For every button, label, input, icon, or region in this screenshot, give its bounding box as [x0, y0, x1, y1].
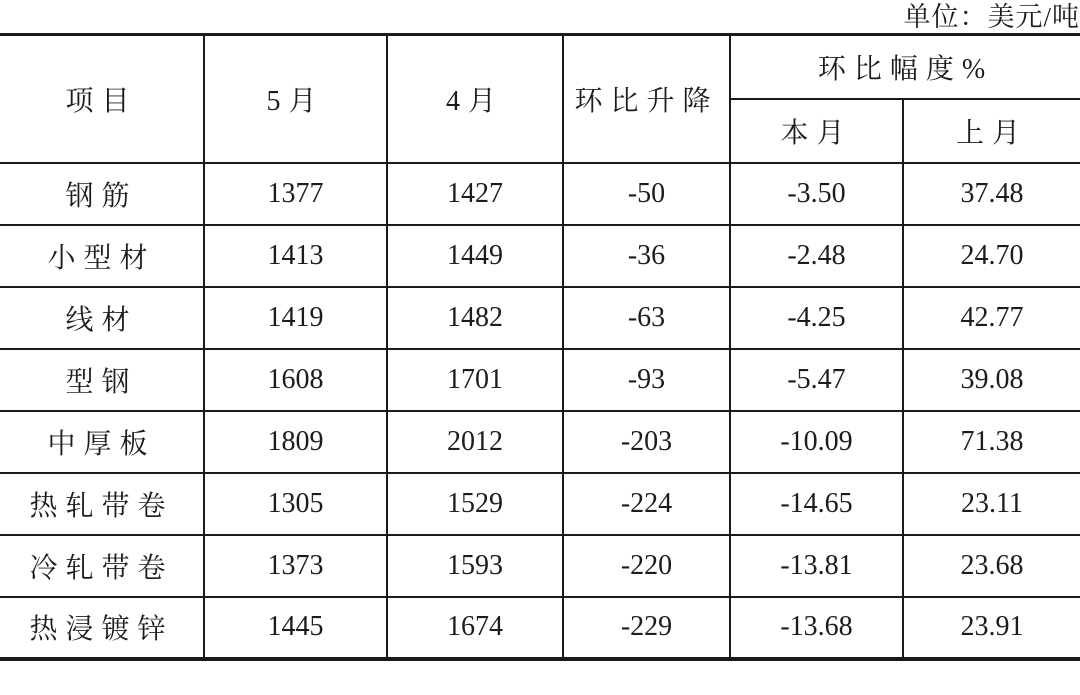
- table-row: [0, 225, 1080, 287]
- unit-note: 单位：美元/吨: [903, 2, 1080, 33]
- item-cell: 小型材: [0, 225, 204, 287]
- item-cell: 冷轧带卷: [0, 535, 204, 597]
- this-month-pct-cell: -5.47: [730, 349, 903, 411]
- may-value-cell: 1445: [204, 597, 387, 659]
- this-month-pct-cell: -2.48: [730, 225, 903, 287]
- item-cell: 热轧带卷: [0, 473, 204, 535]
- item-cell: 型钢: [0, 349, 204, 411]
- may-value-cell: 1608: [204, 349, 387, 411]
- april-value-cell: 1674: [387, 597, 563, 659]
- april-value-cell: 1449: [387, 225, 563, 287]
- last-month-pct-cell: 42.77: [903, 287, 1080, 349]
- price-table: [0, 33, 1080, 661]
- table-row: [0, 473, 1080, 535]
- april-value-cell: 1701: [387, 349, 563, 411]
- header-mom-change: 环比升降: [563, 35, 730, 163]
- table-row: [0, 287, 1080, 349]
- header-mom-rate: 环比幅度%: [730, 35, 1080, 99]
- last-month-pct-cell: 23.68: [903, 535, 1080, 597]
- last-month-pct-cell: 23.11: [903, 473, 1080, 535]
- table-row: [0, 411, 1080, 473]
- header-row-1: [0, 35, 1080, 99]
- april-value-cell: 1427: [387, 163, 563, 225]
- may-value-cell: 1377: [204, 163, 387, 225]
- header-april: 4月: [387, 35, 563, 163]
- last-month-pct-cell: 71.38: [903, 411, 1080, 473]
- table-row: [0, 597, 1080, 659]
- item-cell: 热浸镀锌: [0, 597, 204, 659]
- change-value-cell: -224: [563, 473, 730, 535]
- table-row: [0, 535, 1080, 597]
- may-value-cell: 1809: [204, 411, 387, 473]
- header-may: 5月: [204, 35, 387, 163]
- item-cell: 中厚板: [0, 411, 204, 473]
- last-month-pct-cell: 24.70: [903, 225, 1080, 287]
- item-cell: 钢筋: [0, 163, 204, 225]
- table-row: [0, 349, 1080, 411]
- this-month-pct-cell: -14.65: [730, 473, 903, 535]
- header-last-month: 上月: [903, 99, 1080, 163]
- this-month-pct-cell: -13.68: [730, 597, 903, 659]
- april-value-cell: 1529: [387, 473, 563, 535]
- may-value-cell: 1373: [204, 535, 387, 597]
- change-value-cell: -203: [563, 411, 730, 473]
- this-month-pct-cell: -13.81: [730, 535, 903, 597]
- change-value-cell: -220: [563, 535, 730, 597]
- april-value-cell: 1482: [387, 287, 563, 349]
- change-value-cell: -229: [563, 597, 730, 659]
- this-month-pct-cell: -3.50: [730, 163, 903, 225]
- may-value-cell: 1419: [204, 287, 387, 349]
- header-item: 项目: [0, 35, 204, 163]
- table-row: [0, 163, 1080, 225]
- may-value-cell: 1305: [204, 473, 387, 535]
- last-month-pct-cell: 37.48: [903, 163, 1080, 225]
- this-month-pct-cell: -10.09: [730, 411, 903, 473]
- change-value-cell: -93: [563, 349, 730, 411]
- change-value-cell: -63: [563, 287, 730, 349]
- last-month-pct-cell: 23.91: [903, 597, 1080, 659]
- item-cell: 线材: [0, 287, 204, 349]
- may-value-cell: 1413: [204, 225, 387, 287]
- change-value-cell: -36: [563, 225, 730, 287]
- april-value-cell: 2012: [387, 411, 563, 473]
- last-month-pct-cell: 39.08: [903, 349, 1080, 411]
- change-value-cell: -50: [563, 163, 730, 225]
- header-this-month: 本月: [730, 99, 903, 163]
- april-value-cell: 1593: [387, 535, 563, 597]
- this-month-pct-cell: -4.25: [730, 287, 903, 349]
